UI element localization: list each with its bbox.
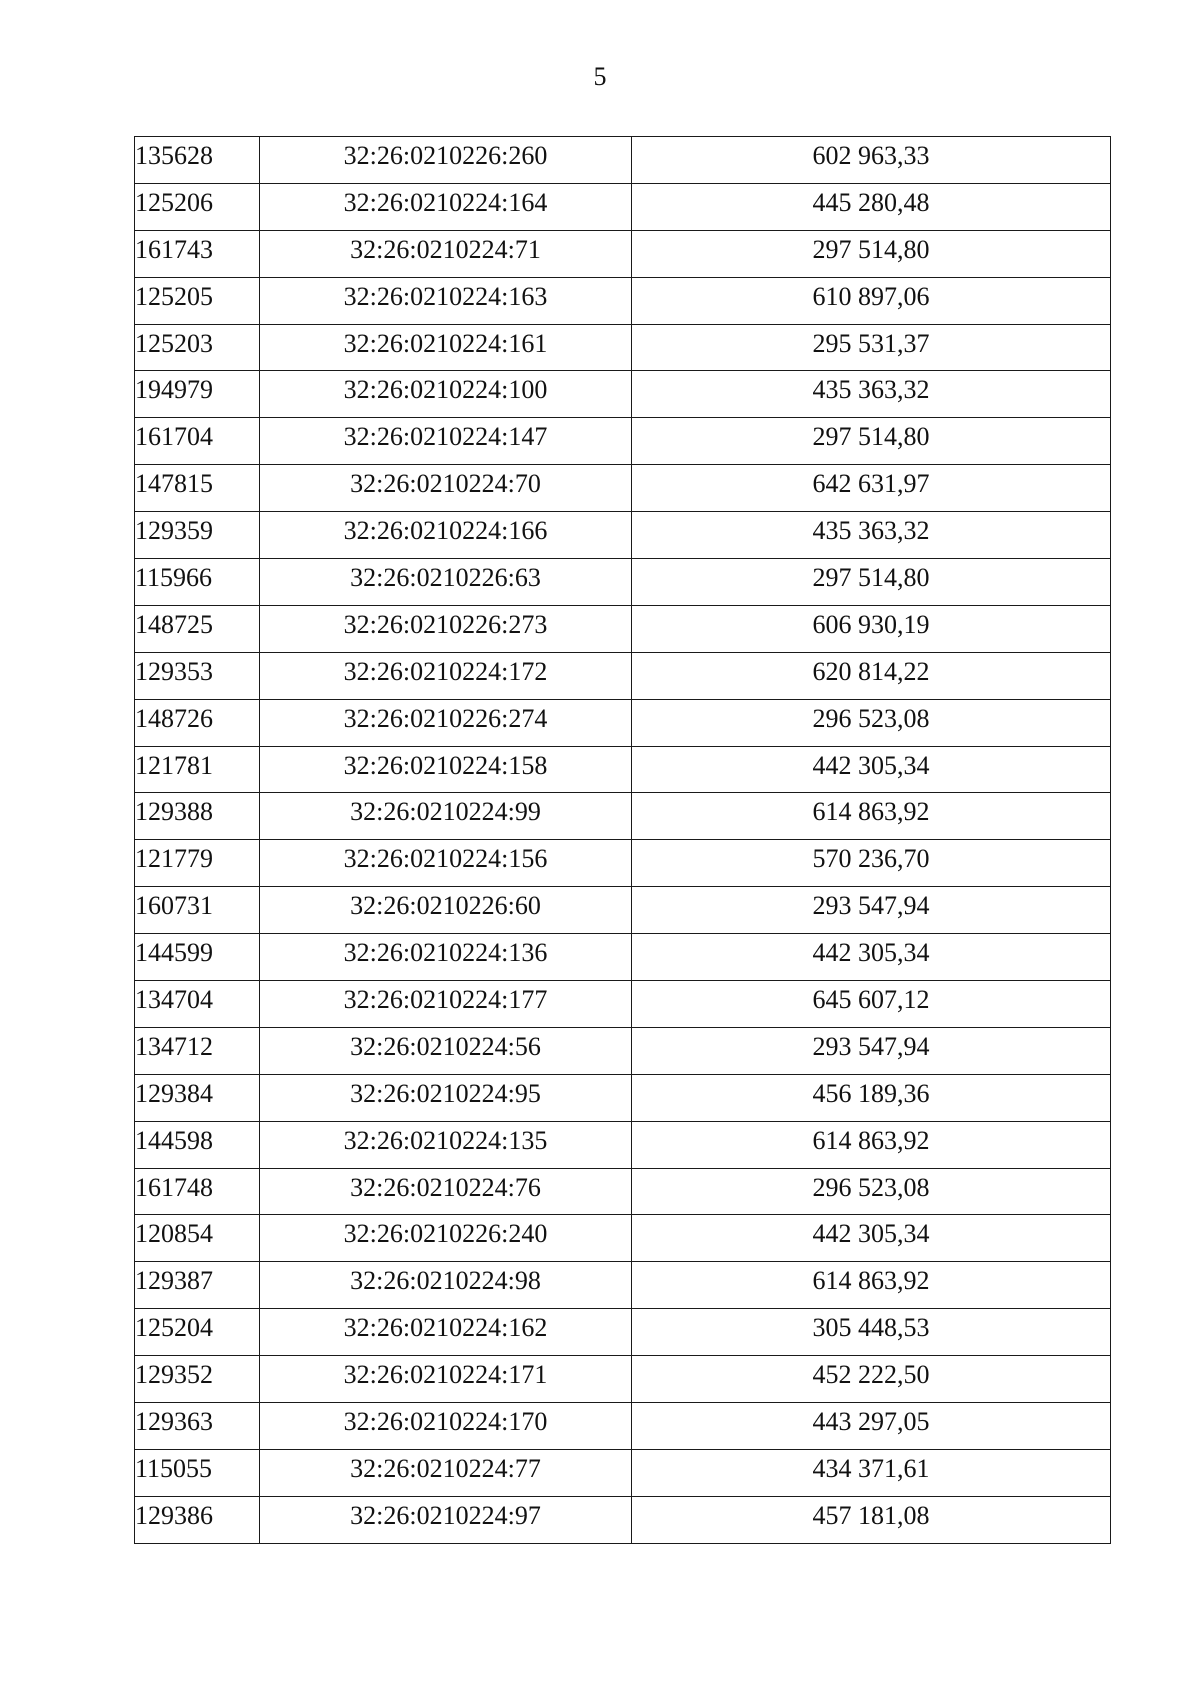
- table-row: [135, 418, 1111, 465]
- table-row: [135, 1449, 1111, 1496]
- cadastral-value-cell: 293 547,94: [632, 887, 1111, 934]
- record-id-cell: 129388: [135, 793, 260, 840]
- cadastral-number-cell: 32:26:0210224:97: [260, 1496, 632, 1543]
- cadastral-number-cell: 32:26:0210226:273: [260, 605, 632, 652]
- table-row: [135, 1496, 1111, 1543]
- table-row: [135, 746, 1111, 793]
- table-row: [135, 699, 1111, 746]
- cadastral-number-cell: 32:26:0210224:162: [260, 1309, 632, 1356]
- table-row: [135, 1262, 1111, 1309]
- table-row: [135, 137, 1111, 184]
- record-id-cell: 161743: [135, 230, 260, 277]
- cadastral-value-cell: 645 607,12: [632, 981, 1111, 1028]
- table-body: [135, 137, 1111, 1544]
- record-id-cell: 120854: [135, 1215, 260, 1262]
- record-id-cell: 161704: [135, 418, 260, 465]
- table-row: [135, 559, 1111, 606]
- table-row: [135, 1027, 1111, 1074]
- record-id-cell: 147815: [135, 465, 260, 512]
- table-row: [135, 981, 1111, 1028]
- record-id-cell: 125203: [135, 324, 260, 371]
- record-id-cell: 129363: [135, 1403, 260, 1450]
- cadastral-number-cell: 32:26:0210224:171: [260, 1356, 632, 1403]
- cadastral-number-cell: 32:26:0210224:95: [260, 1074, 632, 1121]
- cadastral-value-cell: 456 189,36: [632, 1074, 1111, 1121]
- table-row: [135, 1356, 1111, 1403]
- table-row: [135, 887, 1111, 934]
- cadastral-number-cell: 32:26:0210224:161: [260, 324, 632, 371]
- table-row: [135, 934, 1111, 981]
- cadastral-number-cell: 32:26:0210224:71: [260, 230, 632, 277]
- record-id-cell: 115055: [135, 1449, 260, 1496]
- record-id-cell: 129353: [135, 652, 260, 699]
- cadastral-number-cell: 32:26:0210224:56: [260, 1027, 632, 1074]
- registry-table: [134, 136, 1111, 1544]
- cadastral-value-cell: 435 363,32: [632, 371, 1111, 418]
- cadastral-value-cell: 297 514,80: [632, 418, 1111, 465]
- record-id-cell: 129352: [135, 1356, 260, 1403]
- cadastral-value-cell: 570 236,70: [632, 840, 1111, 887]
- cadastral-value-cell: 434 371,61: [632, 1449, 1111, 1496]
- record-id-cell: 125206: [135, 183, 260, 230]
- cadastral-value-cell: 293 547,94: [632, 1027, 1111, 1074]
- cadastral-value-cell: 457 181,08: [632, 1496, 1111, 1543]
- record-id-cell: 134704: [135, 981, 260, 1028]
- table-row: [135, 1168, 1111, 1215]
- record-id-cell: 129386: [135, 1496, 260, 1543]
- record-id-cell: 135628: [135, 137, 260, 184]
- cadastral-number-cell: 32:26:0210226:60: [260, 887, 632, 934]
- table-row: [135, 793, 1111, 840]
- cadastral-value-cell: 452 222,50: [632, 1356, 1111, 1403]
- cadastral-number-cell: 32:26:0210224:164: [260, 183, 632, 230]
- record-id-cell: 125204: [135, 1309, 260, 1356]
- record-id-cell: 160731: [135, 887, 260, 934]
- table-row: [135, 840, 1111, 887]
- record-id-cell: 121781: [135, 746, 260, 793]
- record-id-cell: 121779: [135, 840, 260, 887]
- cadastral-number-cell: 32:26:0210224:177: [260, 981, 632, 1028]
- cadastral-value-cell: 614 863,92: [632, 793, 1111, 840]
- table-row: [135, 1074, 1111, 1121]
- cadastral-number-cell: 32:26:0210224:99: [260, 793, 632, 840]
- table-row: [135, 371, 1111, 418]
- record-id-cell: 148726: [135, 699, 260, 746]
- cadastral-number-cell: 32:26:0210224:76: [260, 1168, 632, 1215]
- table-row: [135, 512, 1111, 559]
- cadastral-number-cell: 32:26:0210224:135: [260, 1121, 632, 1168]
- record-id-cell: 194979: [135, 371, 260, 418]
- cadastral-value-cell: 442 305,34: [632, 746, 1111, 793]
- cadastral-value-cell: 295 531,37: [632, 324, 1111, 371]
- cadastral-number-cell: 32:26:0210224:170: [260, 1403, 632, 1450]
- cadastral-number-cell: 32:26:0210224:163: [260, 277, 632, 324]
- cadastral-value-cell: 445 280,48: [632, 183, 1111, 230]
- cadastral-number-cell: 32:26:0210226:260: [260, 137, 632, 184]
- cadastral-number-cell: 32:26:0210224:100: [260, 371, 632, 418]
- table-row: [135, 230, 1111, 277]
- record-id-cell: 129359: [135, 512, 260, 559]
- table-row: [135, 324, 1111, 371]
- cadastral-value-cell: 614 863,92: [632, 1121, 1111, 1168]
- table-row: [135, 183, 1111, 230]
- cadastral-value-cell: 620 814,22: [632, 652, 1111, 699]
- table-row: [135, 465, 1111, 512]
- cadastral-number-cell: 32:26:0210224:172: [260, 652, 632, 699]
- cadastral-number-cell: 32:26:0210224:158: [260, 746, 632, 793]
- cadastral-number-cell: 32:26:0210224:77: [260, 1449, 632, 1496]
- cadastral-value-cell: 614 863,92: [632, 1262, 1111, 1309]
- cadastral-value-cell: 296 523,08: [632, 699, 1111, 746]
- table-row: [135, 652, 1111, 699]
- cadastral-number-cell: 32:26:0210224:166: [260, 512, 632, 559]
- table-row: [135, 605, 1111, 652]
- cadastral-number-cell: 32:26:0210224:70: [260, 465, 632, 512]
- record-id-cell: 148725: [135, 605, 260, 652]
- cadastral-value-cell: 297 514,80: [632, 230, 1111, 277]
- cadastral-number-cell: 32:26:0210224:136: [260, 934, 632, 981]
- cadastral-value-cell: 610 897,06: [632, 277, 1111, 324]
- record-id-cell: 144599: [135, 934, 260, 981]
- cadastral-value-cell: 443 297,05: [632, 1403, 1111, 1450]
- cadastral-number-cell: 32:26:0210224:156: [260, 840, 632, 887]
- cadastral-value-cell: 297 514,80: [632, 559, 1111, 606]
- cadastral-number-cell: 32:26:0210224:147: [260, 418, 632, 465]
- cadastral-value-cell: 442 305,34: [632, 934, 1111, 981]
- cadastral-number-cell: 32:26:0210226:63: [260, 559, 632, 606]
- cadastral-number-cell: 32:26:0210226:274: [260, 699, 632, 746]
- table-row: [135, 277, 1111, 324]
- record-id-cell: 115966: [135, 559, 260, 606]
- cadastral-value-cell: 435 363,32: [632, 512, 1111, 559]
- record-id-cell: 125205: [135, 277, 260, 324]
- cadastral-value-cell: 296 523,08: [632, 1168, 1111, 1215]
- cadastral-value-cell: 606 930,19: [632, 605, 1111, 652]
- table-row: [135, 1403, 1111, 1450]
- table-row: [135, 1309, 1111, 1356]
- cadastral-number-cell: 32:26:0210224:98: [260, 1262, 632, 1309]
- record-id-cell: 144598: [135, 1121, 260, 1168]
- cadastral-number-cell: 32:26:0210226:240: [260, 1215, 632, 1262]
- table-row: [135, 1121, 1111, 1168]
- cadastral-value-cell: 305 448,53: [632, 1309, 1111, 1356]
- page-number: 5: [593, 62, 607, 91]
- cadastral-value-cell: 442 305,34: [632, 1215, 1111, 1262]
- record-id-cell: 161748: [135, 1168, 260, 1215]
- record-id-cell: 134712: [135, 1027, 260, 1074]
- table-row: [135, 1215, 1111, 1262]
- cadastral-value-cell: 642 631,97: [632, 465, 1111, 512]
- record-id-cell: 129387: [135, 1262, 260, 1309]
- record-id-cell: 129384: [135, 1074, 260, 1121]
- cadastral-value-cell: 602 963,33: [632, 137, 1111, 184]
